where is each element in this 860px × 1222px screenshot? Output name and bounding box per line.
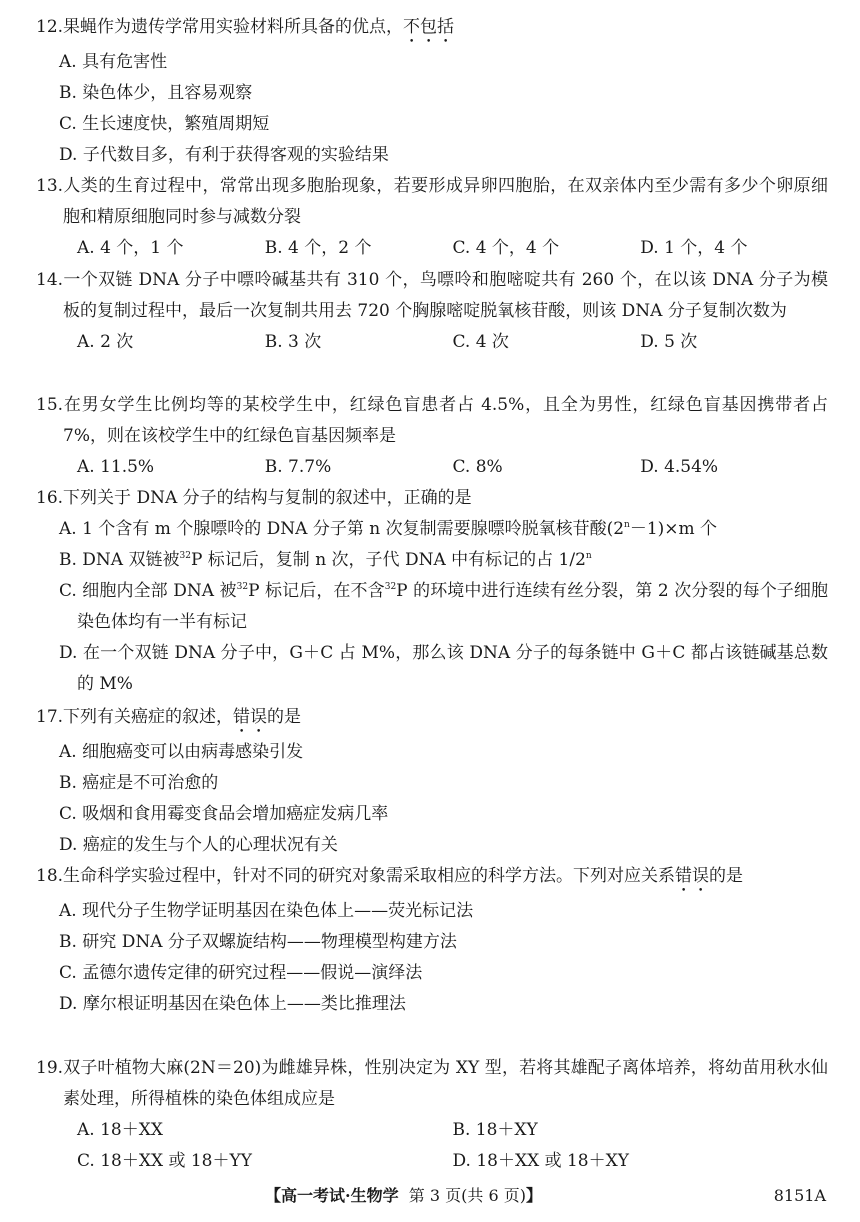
question-19 (36, 1053, 828, 1177)
question-stem: 17.下列有关癌症的叙述，错误的是 (36, 707, 302, 727)
option-d: D. 子代数目多，有利于获得客观的实验结果 (59, 145, 389, 165)
emphasized-text: 错误 (233, 707, 268, 727)
option-a: A. 18＋XX (77, 1120, 163, 1140)
option-c: C. 18＋XX 或 18＋YY (77, 1151, 252, 1171)
option-d: D. 在一个双链 DNA 分子中，G＋C 占 M%，那么该 DNA 分子的每条链中 G＋C 都占该链碱基总数的 M% (59, 643, 828, 694)
question-15 (36, 390, 828, 483)
option-c: C. 细胞内全部 DNA 被$^{32}$P 标记后，在不含$^{32}$P 的环境中进行连续有丝分裂，第 2 次分裂的每个子细胞染色体均有一半有标记 (59, 581, 828, 632)
option-c: C. 8% (452, 457, 503, 477)
option-b: B. 4 个，2 个 (264, 238, 372, 258)
option-d: D. 4.54% (640, 457, 719, 477)
option-b: B. 研究 DNA 分子双螺旋结构——物理模型构建方法 (59, 932, 457, 952)
emphasized-text: 错误 (675, 866, 710, 886)
question-stem: 13.人类的生育过程中，常常出现多胞胎现象，若要形成异卵四胞胎，在双亲体内至少需有多少个卵原细胞和精原细胞同时参与减数分裂 (36, 176, 828, 227)
options-row (36, 1115, 828, 1146)
question-stem: 19.双子叶植物大麻(2N＝20)为雌雄异株，性别决定为 XY 型，若将其雄配子离体培养，将幼苗用秋水仙素处理，所得植株的染色体组成应是 (36, 1058, 828, 1109)
option-a: A. 2 次 (77, 332, 134, 352)
question-13 (36, 171, 828, 264)
question-14 (36, 265, 828, 358)
question-stem: 16.下列关于 DNA 分子的结构与复制的叙述中，正确的是 (36, 488, 472, 508)
option-c: C. 生长速度快，繁殖周期短 (59, 114, 270, 134)
question-stem: 15.在男女学生比例均等的某校学生中，红绿色盲患者占 4.5%，且全为男性，红绿色盲基因携带者占 7%，则在该校学生中的红绿色盲基因频率是 (36, 395, 828, 446)
option-b: B. DNA 双链被$^{32}$P 标记后，复制 n 次，子代 DNA 中有标记的占 1/2$^n$ (59, 550, 592, 570)
option-c: C. 4 次 (452, 332, 509, 352)
paper-code: 8151A (773, 1186, 826, 1205)
option-a: A. 11.5% (77, 457, 155, 477)
question-stem (36, 12, 828, 47)
option-d: D. 癌症的发生与个人的心理状况有关 (59, 835, 338, 855)
question-18 (36, 861, 828, 1020)
option-c: C. 吸烟和食用霉变食品会增加癌症发病几率 (59, 804, 389, 824)
exam-name: 高一考试 (281, 1186, 346, 1205)
option-c: C. 孟德尔遗传定律的研究过程——假说—演绎法 (59, 963, 423, 983)
options-row (36, 233, 828, 264)
options-row (36, 1146, 828, 1177)
option-a: A. 现代分子生物学证明基因在染色体上——荧光标记法 (59, 901, 474, 921)
question-16 (36, 483, 828, 700)
question-12 (36, 12, 828, 171)
option-a: A. 1 个含有 m 个腺嘌呤的 DNA 分子第 n 次复制需要腺嘌呤脱氧核苷酸$(2^n-1)\times m$ 个 (59, 519, 718, 539)
option-c: C. 4 个，4 个 (452, 238, 560, 258)
option-b: B. 3 次 (264, 332, 322, 352)
options-row (36, 327, 828, 358)
option-d: D. 摩尔根证明基因在染色体上——类比推理法 (59, 994, 406, 1014)
subject-name: 生物学 (350, 1186, 399, 1205)
stem-text: 12.果蝇作为遗传学常用实验材料所具备的优点， (36, 17, 404, 37)
question-stem: 14.一个双链 DNA 分子中嘌呤碱基共有 310 个，鸟嘌呤和胞嘧啶共有 260 个，在以该 DNA 分子为模板的复制过程中，最后一次复制共用去 720 个胸腺嘧啶脱氧核苷酸，则该 DNA 分子复制次数为 (36, 270, 828, 321)
option-b: B. 7.7% (264, 457, 332, 477)
question-17 (36, 702, 828, 861)
option-d: D. 18＋XX 或 18＋XY (452, 1151, 629, 1171)
option-a: A. 具有危害性 (59, 52, 168, 72)
option-d: D. 1 个，4 个 (640, 238, 748, 258)
page-number: 第 3 页(共 6 页) (408, 1186, 526, 1205)
options-row (36, 452, 828, 483)
option-a: A. 4 个，1 个 (77, 238, 184, 258)
option-a: A. 细胞癌变可以由病毒感染引发 (59, 742, 304, 762)
footer-title: 【高一考试·生物学 第 3 页(共 6 页)】 (265, 1186, 543, 1205)
question-stem: 18.生命科学实验过程中，针对不同的研究对象需采取相应的科学方法。下列对应关系错误的是 (36, 866, 744, 886)
option-b: B. 癌症是不可治愈的 (59, 773, 219, 793)
option-d: D. 5 次 (640, 332, 698, 352)
option-b: B. 18＋XY (452, 1120, 538, 1140)
option-b: B. 染色体少，且容易观察 (59, 83, 253, 103)
emphasized-text: 不包括 (403, 17, 455, 37)
